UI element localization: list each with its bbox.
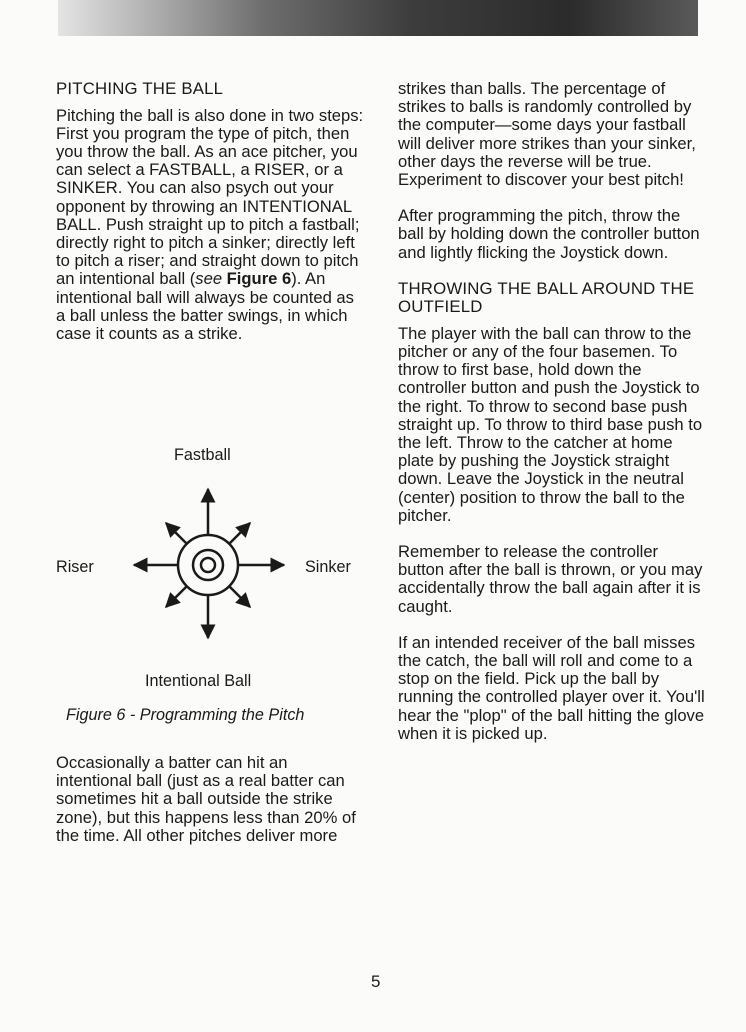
label-riser: Riser <box>56 558 94 576</box>
label-fastball: Fastball <box>174 446 231 464</box>
section-heading-throwing: THROWING THE BALL AROUND THE OUTFIELD <box>398 278 695 317</box>
header-bar <box>58 0 698 36</box>
left-column <box>56 80 366 361</box>
paragraph-throw-pitch: After programming the pitch, throw the ball by holding down the controller button and lightly flicking the Joystick down. <box>398 206 700 262</box>
label-sinker: Sinker <box>305 558 351 576</box>
right-column <box>398 80 708 761</box>
paragraph-pitching: Pitching the ball is also done in two steps: First you program the type of pitch, then you throw the ball. As an ace pitcher, you can select a FASTBALL, a RISER, or a SINKER. You can also psych out your opponent by throwing an INTENTIONAL BALL. Push straight up to pitch a fastball; directly right to pitch a sinker; directly left to pitch a riser; and straight down to pitch an intentional ball (see Figure 6). An intentional ball will always be counted as a ball unless the batter swings, in which case it counts as a strike. <box>56 105 364 343</box>
paragraph-missed-catch: If an intended receiver of the ball misses the catch, the ball will roll and come to a stop on the field. Pick up the ball by running the controlled player over it. You'll hear the "plop" of the ball hitting the glove when it is picked up. <box>398 632 705 743</box>
page-number: 5 <box>371 972 381 991</box>
left-column-bottom <box>56 754 366 863</box>
paragraph-strikes: strikes than balls. The percentage of strikes to balls is randomly controlled by the computer—some days your fastball will deliver more strikes than your sinker, other days the reverse will be true. Experiment to discover your best pitch! <box>398 79 696 190</box>
paragraph-throwing: The player with the ball can throw to the pitcher or any of the four basemen. To throw to first base, hold down the controller button and push the Joystick to the right. To throw to second base push straight up. To throw to third base push to the left. Throw to the catcher at home plate by pushing the Joystick straight down. Leave the Joystick in the neutral (center) position to throw the ball to the pitcher. <box>398 323 703 525</box>
joystick-direction-diagram <box>126 480 296 650</box>
figure-6 <box>56 440 366 730</box>
paragraph-intentional: Occasionally a batter can hit an intentional ball (just as a real batter can sometimes hit a ball outside the strike zone), but this happens less than 20% of the time. All other pitches deliver more <box>56 753 356 845</box>
label-intentional-ball: Intentional Ball <box>145 672 252 690</box>
section-heading-pitching: PITCHING THE BALL <box>56 79 224 98</box>
paragraph-release: Remember to release the controller button after the ball is thrown, or you may accidentally throw the ball again after it is caught. <box>398 542 703 616</box>
figure-caption: Figure 6 - Programming the Pitch <box>66 706 305 724</box>
